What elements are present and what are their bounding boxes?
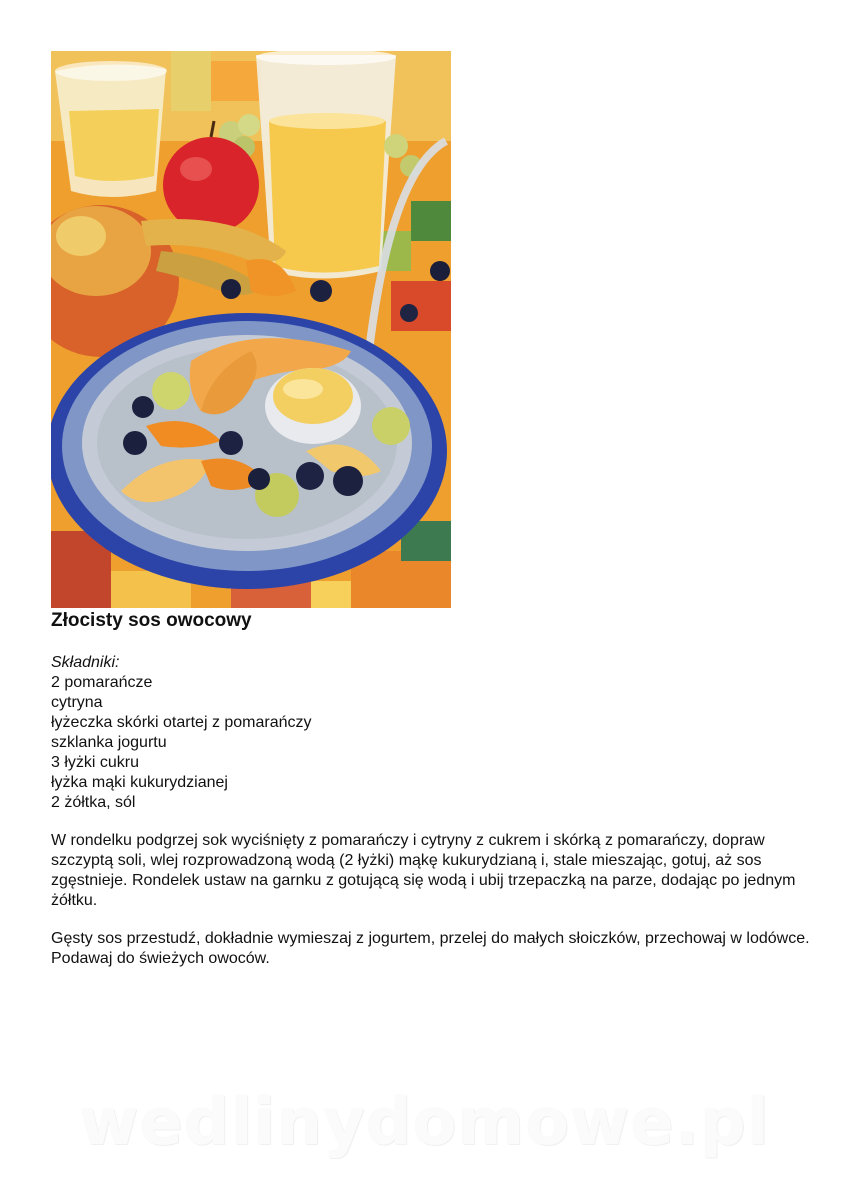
ingredient-item: szklanka jogurtu	[51, 734, 167, 751]
ingredients-list	[51, 673, 312, 813]
recipe-photo	[51, 51, 451, 608]
ingredient-item: 3 łyżki cukru	[51, 754, 140, 771]
ingredient-item: 2 pomarańcze	[51, 674, 153, 691]
recipe-title: Złocisty sos owocowy	[51, 610, 252, 631]
ingredient-item: 2 żółtka, sól	[51, 794, 136, 811]
ingredients-heading: Składniki:	[51, 654, 120, 671]
instructions-paragraph: Gęsty sos przestudź, dokładnie wymieszaj z jogurtem, przelej do małych słoiczków, przechowaj w lodówce. Podawaj do świeżych owoców.	[51, 930, 810, 967]
site-watermark: wedlinydomowe.pl	[79, 1086, 770, 1160]
instructions-paragraph: W rondelku podgrzej sok wyciśnięty z pomarańczy i cytryny z cukrem i skórką z pomarańczy, dopraw szczyptą soli, wlej rozprowadzoną wodą (2 łyżki) mąkę kukurydzianą i, stale mieszając, gotuj, aż sos zgęstnieje. Rondelek ustaw na garnku z gotującą się wodą i ubij trzepaczką na parze, dodając po jednym żółtku.	[51, 832, 796, 909]
ingredient-item: łyżka mąki kukurydzianej	[51, 774, 228, 791]
ingredient-item: łyżeczka skórki otartej z pomarańczy	[51, 714, 312, 731]
ingredient-item: cytryna	[51, 694, 103, 711]
